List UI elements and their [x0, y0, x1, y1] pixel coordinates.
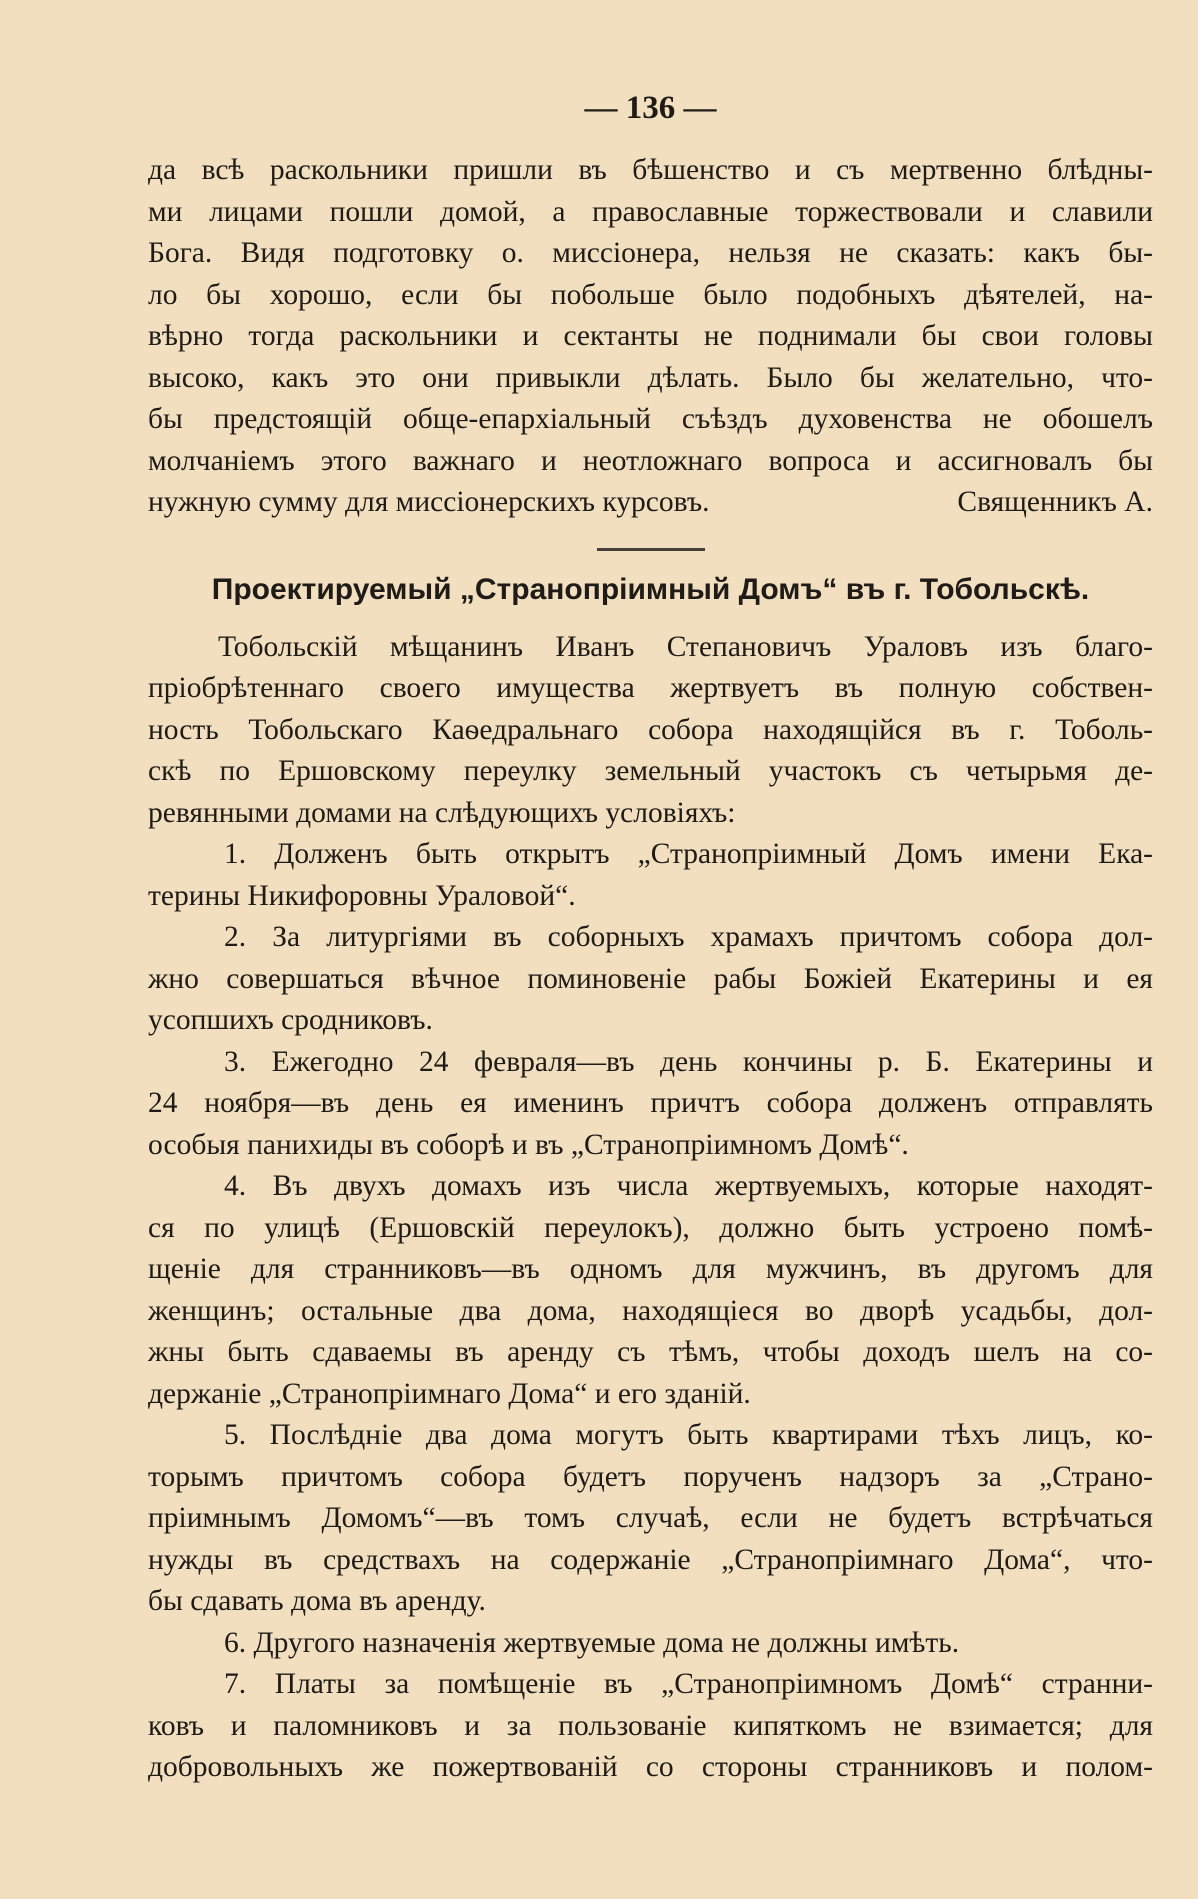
text-line: молчаніемъ этого важнаго и неотложнаго вопроса и ассигновалъ бы — [148, 444, 1153, 477]
text-line: да всѣ раскольники пришли въ бѣшенство и съ мертвенно блѣдны- — [148, 154, 1153, 186]
text-line: ло бы хорошо, если бы побольше было подобныхъ дѣятелей, на- — [148, 278, 1153, 311]
paragraph — [148, 834, 1153, 917]
text-line: Тобольскій мѣщанинъ Иванъ Степановичъ Ураловъ изъ благо- — [218, 630, 1153, 663]
text-line: женщинъ; остальные два дома, находящіеся во дворѣ усадьбы, дол- — [148, 1294, 1153, 1327]
text-line: ковъ и паломниковъ и за пользованіе кипяткомъ не взимается; для — [148, 1709, 1153, 1742]
text-line: нужды въ средствахъ на содержаніе „Странопріимнаго Дома“, что- — [148, 1543, 1153, 1576]
signature: Священникъ А. — [957, 486, 1153, 518]
text-line: пріимнымъ Домомъ“—въ томъ случаѣ, если не будетъ встрѣчаться — [148, 1502, 1153, 1534]
text-line: ми лицами пошли домой, а православные торжествовали и славили — [148, 195, 1153, 228]
text-line: бы предстоящій обще-епархіальный съѣздъ духовенства не обошелъ — [148, 403, 1153, 435]
text-line: скѣ по Ершовскому переулку земельный участокъ съ четырьмя де- — [148, 755, 1153, 787]
text-line: Бога. Видя подготовку о. миссіонера, нельзя не сказать: какъ бы- — [148, 237, 1153, 269]
paragraph — [148, 1166, 1153, 1415]
intro-paragraph — [148, 150, 1153, 524]
document-page — [148, 84, 1153, 1789]
paragraph — [148, 1042, 1153, 1167]
paragraph — [148, 1623, 1153, 1665]
text-line: ся по улицѣ (Ершовскій переулокъ), должно быть устроено помѣ- — [148, 1211, 1153, 1244]
text-line: ревянными домами на слѣдующихъ условіяхъ: — [148, 796, 736, 829]
text-line: добровольныхъ же пожертвованій со стороны странниковъ и полом- — [148, 1751, 1153, 1783]
text-line: вѣрно тогда раскольники и сектанты не поднимали бы свои головы — [148, 320, 1153, 352]
text-line: 6. Другого назначенія жертвуемые дома не должны имѣть. — [224, 1626, 960, 1659]
text-line: нужную сумму для миссіонерскихъ курсовъ. — [148, 486, 710, 518]
text-line: 3. Ежегодно 24 февраля—въ день кончины р. Б. Екатерины и — [224, 1045, 1153, 1078]
text-line: 1. Долженъ быть открытъ „Странопріимный Домъ имени Ека- — [224, 838, 1153, 870]
text-line: 2. За литургіями въ соборныхъ храмахъ причтомъ собора дол- — [224, 921, 1153, 953]
text-line: 4. Въ двухъ домахъ изъ числа жертвуемыхъ, которые находят- — [224, 1170, 1153, 1202]
text-line: жны быть сдаваемы въ аренду съ тѣмъ, чтобы доходъ шелъ на со- — [148, 1336, 1153, 1368]
paragraph — [148, 917, 1153, 1042]
text-line: усопшихъ сродниковъ. — [148, 1004, 433, 1036]
paragraph — [148, 1664, 1153, 1789]
text-line: высоко, какъ это они привыкли дѣлать. Было бы желательно, что- — [148, 361, 1153, 394]
text-line: 24 ноября—въ день ея именинъ причтъ собора долженъ отправлять — [148, 1087, 1153, 1119]
body-paragraphs — [148, 627, 1153, 1789]
text-line: терины Никифоровны Ураловой“. — [148, 879, 576, 912]
text-line: особыя панихиды въ соборѣ и въ „Странопріимномъ Домѣ“. — [148, 1128, 909, 1161]
text-line: 5. Послѣдніе два дома могутъ быть квартирами тѣхъ лицъ, ко- — [224, 1419, 1153, 1451]
section-heading: Проектируемый „Странопріимный Домъ“ въ г. Тобольскѣ. — [211, 572, 1090, 606]
paragraph — [148, 1415, 1153, 1623]
text-line: 7. Платы за помѣщеніе въ „Странопріимномъ Домѣ“ странни- — [224, 1668, 1153, 1700]
text-line: щеніе для странниковъ—въ одномъ для мужчинъ, въ другомъ для — [148, 1253, 1153, 1285]
text-line: бы сдавать дома въ аренду. — [148, 1585, 486, 1617]
text-line: жно совершаться вѣчное поминовеніе рабы Божіей Екатерины и ея — [148, 962, 1153, 995]
text-line: пріобрѣтеннаго своего имущества жертвуетъ въ полную собствен- — [148, 672, 1153, 704]
section-divider — [597, 548, 705, 551]
text-line: ность Тобольскаго Каѳедральнаго собора находящійся въ г. Тоболь- — [148, 713, 1153, 746]
paragraph — [148, 627, 1153, 835]
text-line: держаніе „Странопріимнаго Дома“ и его зданій. — [148, 1377, 751, 1410]
text-line: торымъ причтомъ собора будетъ порученъ надзоръ за „Страно- — [148, 1460, 1153, 1493]
signature-line — [148, 482, 1153, 524]
page-number: — 136 — — [584, 90, 717, 126]
